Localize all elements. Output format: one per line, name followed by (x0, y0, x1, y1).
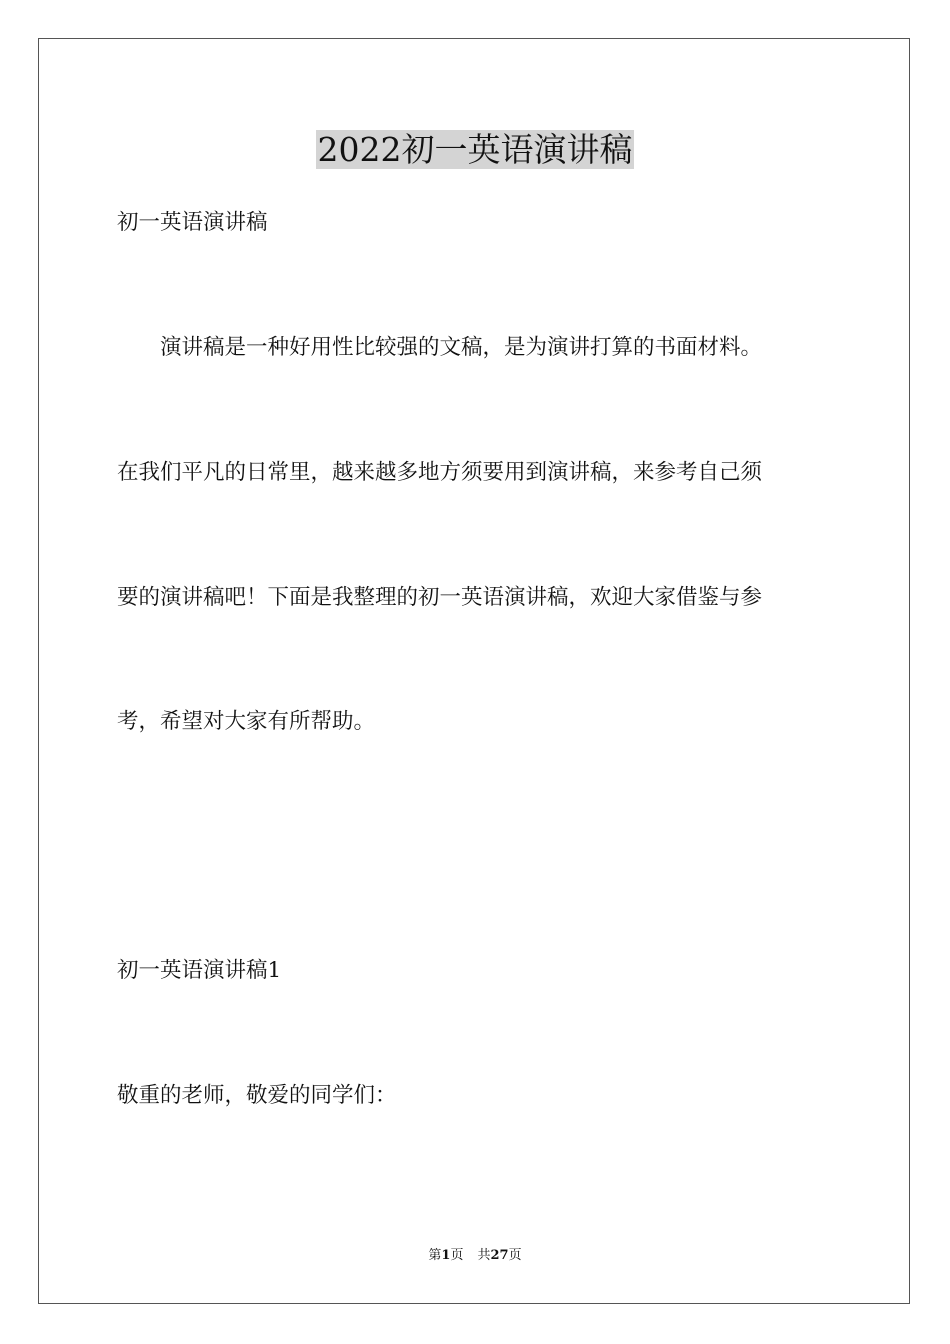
footer-page-total: 27 (490, 1248, 509, 1263)
page-footer (0, 1246, 950, 1266)
intro-line-3: 要的演讲稿吧！下面是我整理的初一英语演讲稿，欢迎大家借鉴与参 (117, 585, 763, 610)
section-heading: 初一英语演讲稿1 (117, 958, 282, 983)
document-title-text: 2022初一英语演讲稿 (317, 130, 633, 169)
intro-line-4: 考，希望对大家有所帮助。 (117, 709, 376, 734)
document-subtitle: 初一英语演讲稿 (117, 210, 268, 235)
footer-page-prefix: 第 (428, 1248, 442, 1263)
footer-page-current: 1 (441, 1248, 451, 1263)
document-title (0, 128, 950, 172)
intro-line-1: 演讲稿是一种好用性比较强的文稿，是为演讲打算的书面材料。 (117, 335, 763, 360)
intro-line-2: 在我们平凡的日常里，越来越多地方须要用到演讲稿，来参考自己须 (117, 460, 763, 485)
footer-page-suffix: 页 (450, 1248, 464, 1263)
greeting-line: 敬重的老师，敬爱的同学们： (117, 1083, 397, 1108)
footer-total-suffix: 页 (508, 1248, 522, 1263)
footer-total-prefix: 共 (477, 1248, 491, 1263)
